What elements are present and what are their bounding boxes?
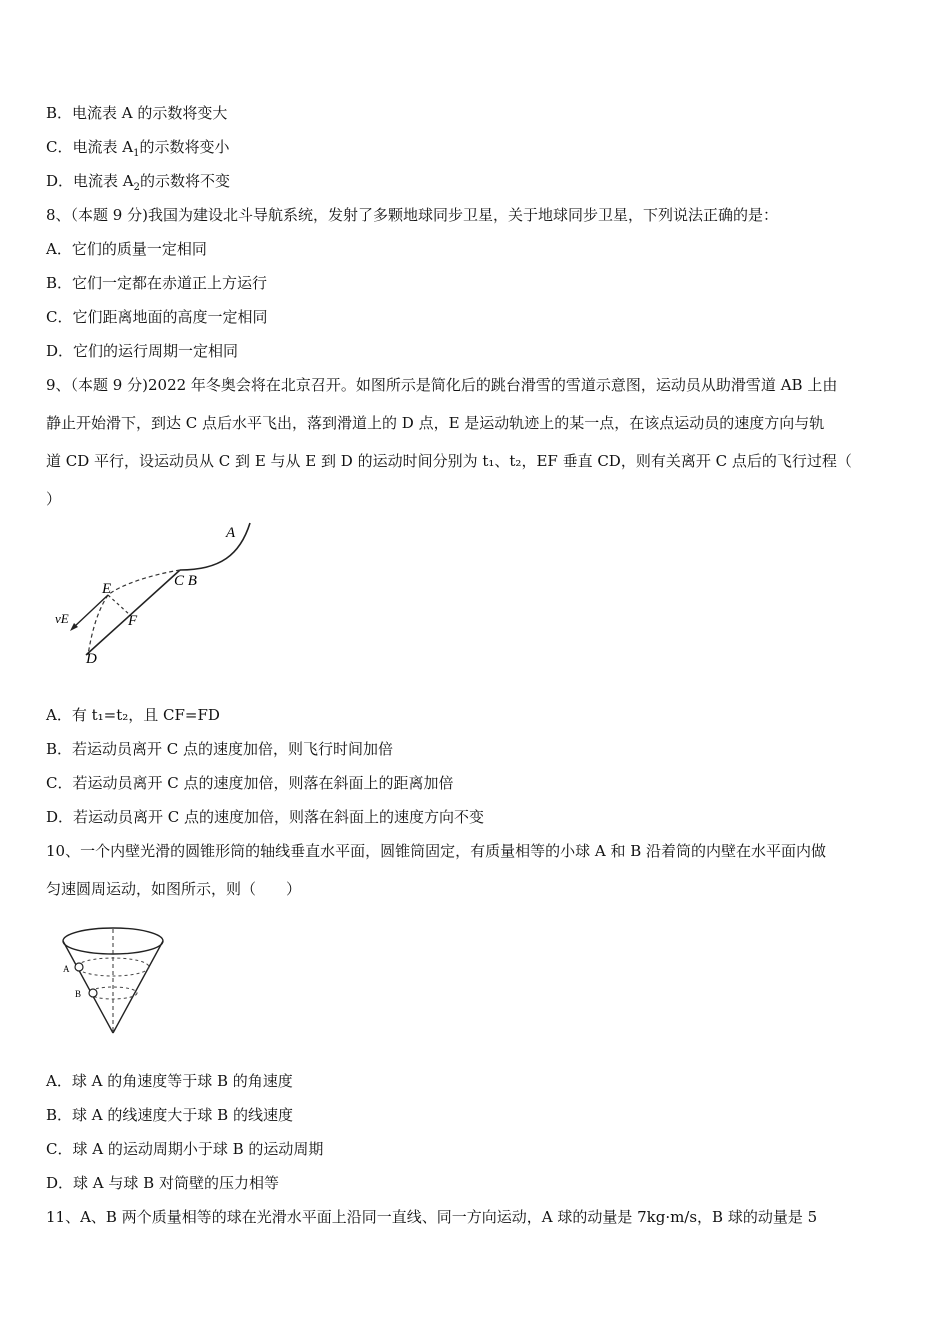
- label-ball-b: B: [75, 989, 82, 999]
- q8-stem: 8、（本题 9 分)我国为建设北斗导航系统，发射了多颗地球同步卫星，关于地球同步卫星，下列说法正确的是：: [46, 206, 778, 224]
- q10-stem-line1: 10、一个内壁光滑的圆锥形筒的轴线垂直水平面，圆锥筒固定，有质量相等的小球 A 和 B 沿着筒的内壁在水平面内做: [46, 842, 827, 860]
- label-ve: vE: [55, 611, 69, 626]
- q7-option-c: C．电流表 $A_1$的示数将变小: [46, 138, 230, 159]
- label-d: D: [86, 651, 97, 667]
- cone-diagram: [55, 915, 180, 1040]
- q10-option-d: D．球 A 与球 B 对筒壁的压力相等: [46, 1174, 279, 1192]
- q9-option-d: D．若运动员离开 C 点的速度加倍，则落在斜面上的速度方向不变: [46, 808, 485, 826]
- q10-option-b: B．球 A 的线速度大于球 B 的线速度: [46, 1106, 293, 1124]
- cone-left-side: [63, 941, 113, 1033]
- q10-stem-line2: 匀速圆周运动，如图所示，则（ ）: [46, 880, 302, 898]
- velocity-arrow-ve: [74, 595, 108, 627]
- q8-option-c: C．它们距离地面的高度一定相同: [46, 308, 268, 326]
- ball-a: [75, 963, 83, 971]
- q10-option-c: C．球 A 的运动周期小于球 B 的运动周期: [46, 1140, 324, 1158]
- q8-option-b: B．它们一定都在赤道正上方运行: [46, 274, 268, 292]
- q9-option-a: A．有 t₁=t₂，且 CF=FD: [46, 706, 220, 724]
- q9-option-c: C．若运动员离开 C 点的速度加倍，则落在斜面上的距离加倍: [46, 774, 454, 792]
- q11-stem-line1: 11、A、B 两个质量相等的球在光滑水平面上沿同一直线、同一方向运动，A 球的动量是 7kg·m/s，B 球的动量是 5: [46, 1208, 818, 1226]
- q9-stem-line4: ）: [46, 490, 62, 508]
- cone-right-side: [113, 941, 163, 1033]
- q9-option-b: B．若运动员离开 C 点的速度加倍，则飞行时间加倍: [46, 740, 394, 758]
- q9-stem-line1: 9、（本题 9 分)2022 年冬奥会将在北京召开。如图所示是简化后的跳台滑雪的雪道示意图，运动员从助滑雪道 AB 上由: [46, 376, 838, 394]
- label-e: E: [102, 581, 112, 597]
- ramp-curve-ab: [180, 523, 250, 570]
- q10-option-a: A．球 A 的角速度等于球 B 的角速度: [46, 1072, 293, 1090]
- ball-b: [89, 989, 97, 997]
- label-ball-a: A: [63, 964, 70, 974]
- q7-option-b: B．电流表 A 的示数将变大: [46, 104, 228, 122]
- q7-option-d: D．电流表 $A_2$的示数将不变: [46, 172, 231, 193]
- ef-perpendicular: [108, 595, 130, 615]
- ski-jump-diagram: [50, 515, 265, 675]
- q9-stem-line3: 道 CD 平行，设运动员从 C 到 E 与从 E 到 D 的运动时间分别为 t₁、t₂，EF 垂直 CD，则有关离开 C 点后的飞行过程（: [46, 452, 852, 470]
- q8-option-a: A．它们的质量一定相同: [46, 240, 207, 258]
- label-a: A: [226, 525, 236, 541]
- q9-stem-line2: 静止开始滑下，到达 C 点后水平飞出，落到滑道上的 D 点，E 是运动轨迹上的某一点，在该点运动员的速度方向与轨: [46, 414, 825, 432]
- label-f: F: [128, 613, 138, 629]
- q8-option-d: D．它们的运行周期一定相同: [46, 342, 239, 360]
- label-cb: C B: [174, 573, 197, 589]
- trajectory-upper: [108, 570, 180, 595]
